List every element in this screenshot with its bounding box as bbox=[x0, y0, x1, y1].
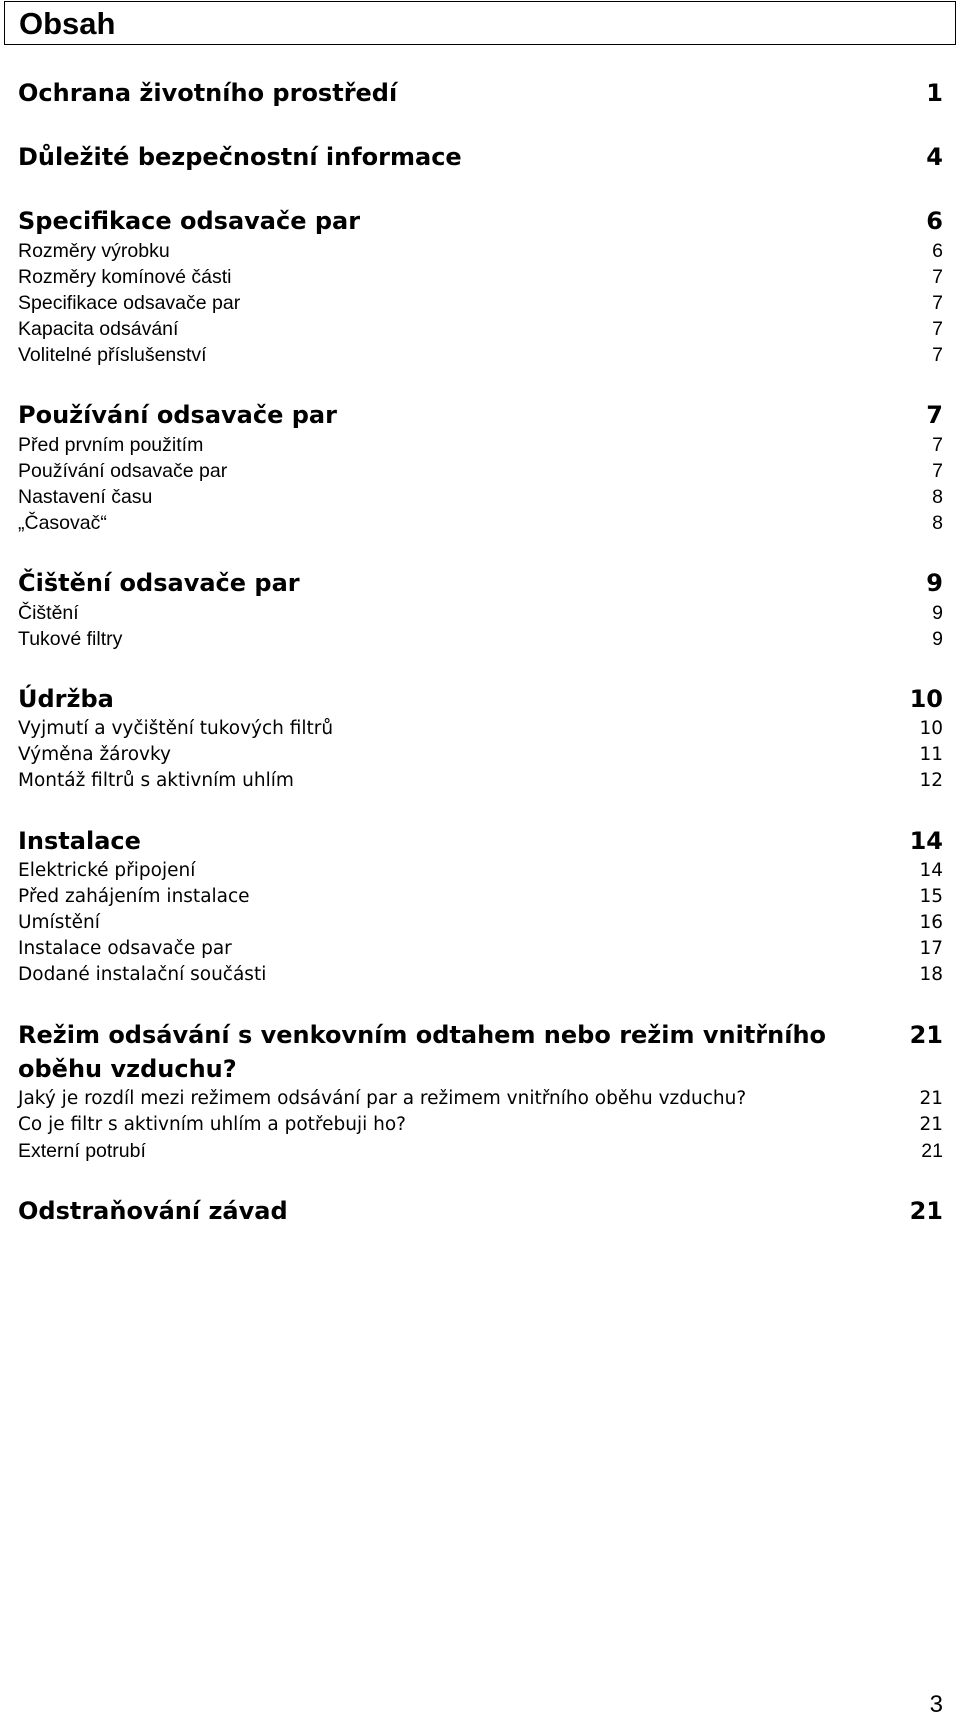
toc-heading[interactable] bbox=[18, 1194, 943, 1228]
toc-section bbox=[18, 824, 943, 988]
toc-item-page: 7 bbox=[932, 460, 943, 482]
toc-item-page: 7 bbox=[932, 318, 943, 340]
toc-heading-title: Specifikace odsavače par bbox=[18, 207, 361, 235]
toc-item-page: 15 bbox=[919, 886, 943, 907]
toc-item-title: Nastavení času bbox=[18, 486, 153, 508]
toc-heading-page: 21 bbox=[909, 1197, 943, 1225]
toc-item-page: 17 bbox=[919, 938, 943, 959]
toc-item[interactable] bbox=[18, 600, 943, 626]
toc-item-title: Výměna žárovky bbox=[18, 744, 171, 765]
toc-item[interactable] bbox=[18, 858, 943, 884]
toc-item[interactable] bbox=[18, 768, 943, 794]
toc-heading-page: 21 bbox=[909, 1021, 943, 1049]
toc-item-title: Dodané instalační součásti bbox=[18, 964, 267, 985]
toc-item-page: 7 bbox=[932, 434, 943, 456]
toc-item[interactable] bbox=[18, 342, 943, 368]
toc-item[interactable] bbox=[18, 910, 943, 936]
toc-heading[interactable] bbox=[18, 824, 943, 858]
toc-heading-title: Odstraňování závad bbox=[18, 1197, 288, 1225]
toc-heading-page: 4 bbox=[926, 143, 943, 171]
toc-item-title: Umístění bbox=[18, 912, 100, 933]
toc-heading-page: 9 bbox=[926, 569, 943, 597]
toc-item-title: Specifikace odsavače par bbox=[18, 292, 241, 314]
toc-section bbox=[18, 566, 943, 652]
toc-item[interactable] bbox=[18, 458, 943, 484]
toc-item-page: 8 bbox=[932, 512, 943, 534]
toc-heading[interactable] bbox=[18, 1018, 943, 1086]
toc-section bbox=[18, 140, 943, 174]
toc-title-box bbox=[4, 1, 956, 45]
toc-item[interactable] bbox=[18, 1138, 943, 1164]
toc-section bbox=[18, 398, 943, 536]
toc-item-page: 16 bbox=[919, 912, 943, 933]
toc-item-title: Rozměry komínové části bbox=[18, 266, 232, 288]
toc-item[interactable] bbox=[18, 238, 943, 264]
toc-item-title: Vyjmutí a vyčištění tukových filtrů bbox=[18, 718, 334, 739]
toc-heading[interactable] bbox=[18, 566, 943, 600]
toc-item-title: Volitelné příslušenství bbox=[18, 344, 207, 366]
toc-item[interactable] bbox=[18, 510, 943, 536]
toc-item[interactable] bbox=[18, 716, 943, 742]
toc-heading[interactable] bbox=[18, 204, 943, 238]
toc-section bbox=[18, 204, 943, 368]
page-title: Obsah bbox=[19, 6, 116, 41]
toc-item-title: Tukové filtry bbox=[18, 628, 123, 650]
toc-item-page: 14 bbox=[919, 860, 943, 881]
toc-item-title: Před prvním použitím bbox=[18, 434, 204, 456]
toc-section bbox=[18, 682, 943, 794]
toc-heading-page: 14 bbox=[909, 827, 943, 855]
toc-heading-page: 7 bbox=[926, 401, 943, 429]
toc-heading-title: Důležité bezpečnostní informace bbox=[18, 143, 462, 171]
toc-item[interactable] bbox=[18, 1112, 943, 1138]
toc-item[interactable] bbox=[18, 290, 943, 316]
toc-heading[interactable] bbox=[18, 398, 943, 432]
toc-item[interactable] bbox=[18, 962, 943, 988]
toc-section bbox=[18, 1018, 943, 1164]
toc-section bbox=[18, 76, 943, 110]
toc-heading[interactable] bbox=[18, 682, 943, 716]
toc-item-page: 7 bbox=[932, 292, 943, 314]
toc-item[interactable] bbox=[18, 936, 943, 962]
toc-heading-page: 6 bbox=[926, 207, 943, 235]
toc-item[interactable] bbox=[18, 484, 943, 510]
toc-item-title: Jaký je rozdíl mezi režimem odsávání par a režimem vnitřního oběhu vzduchu? bbox=[18, 1088, 747, 1109]
toc-heading-title: Ochrana životního prostředí bbox=[18, 79, 398, 107]
toc-heading-title: Používání odsavače par bbox=[18, 401, 337, 429]
toc-item-page: 21 bbox=[919, 1114, 943, 1135]
toc-item[interactable] bbox=[18, 264, 943, 290]
toc-item-page: 9 bbox=[932, 628, 943, 650]
toc-item-title: Externí potrubí bbox=[18, 1140, 146, 1162]
toc-item-title: Kapacita odsávání bbox=[18, 318, 179, 340]
toc-item-page: 18 bbox=[919, 964, 943, 985]
table-of-contents bbox=[18, 76, 943, 1258]
toc-heading-title: Režim odsávání s venkovním odtahem nebo režim vnitřního oběhu vzduchu? bbox=[18, 1021, 827, 1083]
toc-item[interactable] bbox=[18, 316, 943, 342]
toc-item-title: Čištění bbox=[18, 602, 79, 624]
toc-heading-page: 10 bbox=[909, 685, 943, 713]
toc-item-title: Před zahájením instalace bbox=[18, 886, 250, 907]
toc-heading-title: Instalace bbox=[18, 827, 141, 855]
toc-item-page: 7 bbox=[932, 344, 943, 366]
toc-heading[interactable] bbox=[18, 76, 943, 110]
toc-heading[interactable] bbox=[18, 140, 943, 174]
toc-item-page: 7 bbox=[932, 266, 943, 288]
toc-item-title: Co je filtr s aktivním uhlím a potřebuji ho? bbox=[18, 1114, 406, 1135]
toc-item-title: Elektrické připojení bbox=[18, 860, 196, 881]
toc-item-page: 10 bbox=[919, 718, 943, 739]
toc-item-title: Montáž filtrů s aktivním uhlím bbox=[18, 770, 294, 791]
toc-item-title: Rozměry výrobku bbox=[18, 240, 170, 262]
toc-heading-page: 1 bbox=[926, 79, 943, 107]
page-number: 3 bbox=[929, 1691, 943, 1718]
toc-item-page: 11 bbox=[919, 744, 943, 765]
toc-item-page: 6 bbox=[932, 240, 943, 262]
toc-item[interactable] bbox=[18, 432, 943, 458]
toc-item-page: 9 bbox=[932, 602, 943, 624]
toc-heading-title: Čištění odsavače par bbox=[18, 569, 300, 597]
toc-item[interactable] bbox=[18, 626, 943, 652]
toc-item-page: 21 bbox=[921, 1140, 943, 1162]
toc-section bbox=[18, 1194, 943, 1228]
toc-item-title: „Časovač“ bbox=[18, 512, 107, 534]
toc-item-page: 8 bbox=[932, 486, 943, 508]
toc-item[interactable] bbox=[18, 884, 943, 910]
toc-heading-title: Údržba bbox=[18, 685, 114, 713]
toc-item-title: Používání odsavače par bbox=[18, 460, 228, 482]
toc-item-page: 12 bbox=[919, 770, 943, 791]
toc-item[interactable] bbox=[18, 1086, 943, 1112]
toc-item-title: Instalace odsavače par bbox=[18, 938, 232, 959]
toc-item-page: 21 bbox=[919, 1088, 943, 1109]
toc-item[interactable] bbox=[18, 742, 943, 768]
